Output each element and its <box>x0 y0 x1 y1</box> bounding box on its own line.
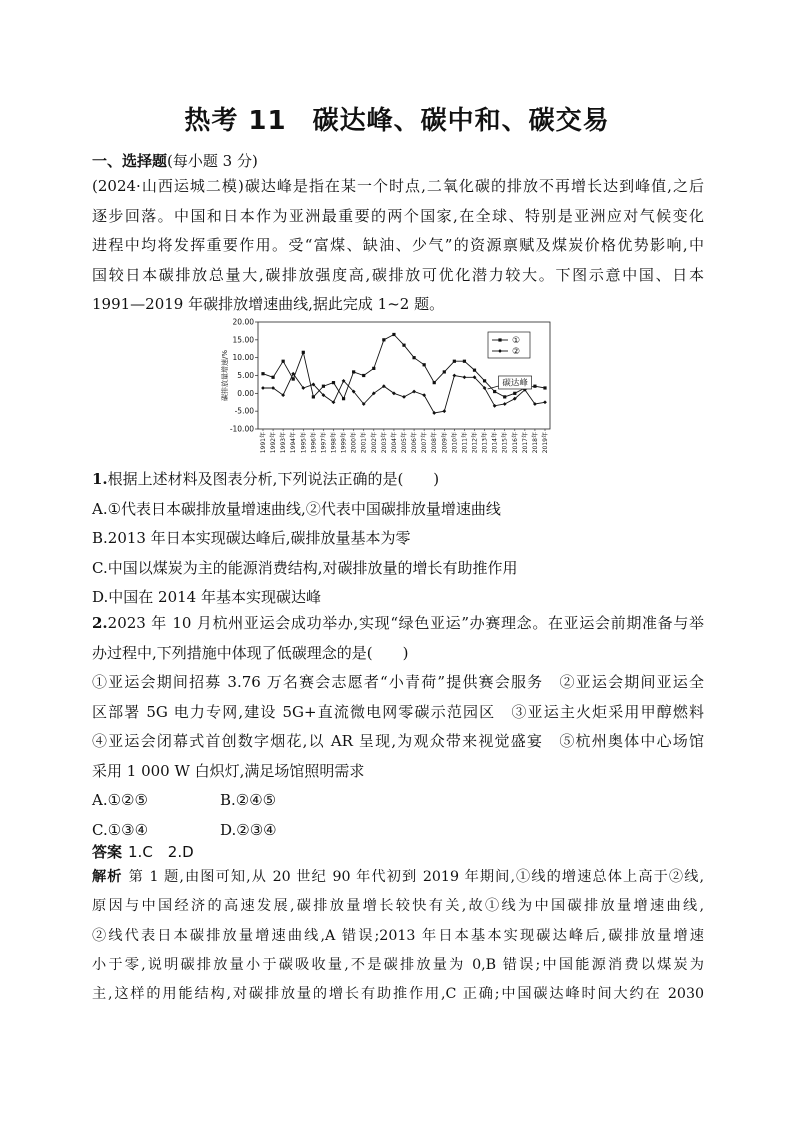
annotation-pointer <box>488 386 499 389</box>
series-1-point <box>402 344 405 347</box>
legend-label: ② <box>512 347 521 357</box>
question-2-option-a: A.①②⑤ <box>92 791 148 809</box>
x-tick-label: 2018年 <box>531 432 539 454</box>
y-tick-label: -5.00 <box>234 406 254 416</box>
question-2-option-c: C.①③④ <box>92 820 149 839</box>
question-2-line: ④亚运会闭幕式首创数字烟花,以 AR 呈现,为观众带来视觉盛宴 ⑤杭州奥体中心场馆 <box>92 732 704 750</box>
x-tick-label: 2007年 <box>421 432 429 454</box>
series-1-point <box>261 372 264 375</box>
question-2-line: 办过程中,下列措施中体现了低碳理念的是( ) <box>92 643 409 662</box>
series-2-point <box>442 409 446 413</box>
explanation-line: ②线代表日本碳排放量增速曲线,A 错误;2013 年日本基本实现碳达峰后,碳排放量增速 <box>92 927 704 944</box>
x-tick-label: 2014年 <box>491 432 499 454</box>
explanation-label: 解析 <box>92 869 123 885</box>
intro-line: 1991—2019 年碳排放增速曲线,据此完成 1~2 题。 <box>92 295 445 313</box>
x-tick-label: 1999年 <box>340 432 348 454</box>
series-1-point <box>392 333 395 336</box>
intro-line: 国较日本碳排放总量大,碳排放强度高,碳排放可优化潜力较大。下图示意中国、日本 <box>92 265 704 284</box>
question-1-number: 1. <box>92 470 108 488</box>
series-1-point <box>322 385 325 388</box>
series-2-point <box>543 400 547 404</box>
series-1-point <box>362 374 365 377</box>
series-1-point <box>342 397 345 400</box>
emission-growth-chart <box>221 312 558 464</box>
series-1-point <box>473 369 476 372</box>
x-tick-label: 1991年 <box>260 432 267 454</box>
legend-marker <box>498 338 501 341</box>
series-2-point <box>402 395 406 399</box>
series-2-point <box>503 402 507 406</box>
question-1 <box>92 465 704 613</box>
explanation-line: 小于零,说明碳排放量小于碳吸收量,不是碳排放量为 0,B 错误;中国能源消费以煤炭为 <box>92 956 704 973</box>
intro-line: 逐步回落。中国和日本作为亚洲最重要的两个国家,在全球、特别是亚洲应对气候变化 <box>92 206 704 225</box>
series-1-point <box>493 390 496 393</box>
x-tick-label: 1995年 <box>300 432 308 454</box>
section-heading <box>92 150 258 171</box>
explanation-line: 原因与中国经济的高速发展,碳排放量增长较快有关,故①线为中国碳排放量增速曲线, <box>92 898 704 915</box>
page-title <box>0 100 794 137</box>
series-2-point <box>432 411 436 415</box>
series-2-point <box>463 375 467 379</box>
y-tick-label: 10.00 <box>232 353 254 363</box>
section-label: 一、选择题 <box>92 152 168 170</box>
intro-passage <box>92 172 704 320</box>
x-tick-label: 1992年 <box>270 432 278 454</box>
series-1-point <box>282 360 285 363</box>
explanation-line <box>92 863 704 892</box>
y-tick-label: 20.00 <box>232 317 254 327</box>
x-tick-label: 2001年 <box>360 432 368 454</box>
series-1-point <box>463 360 466 363</box>
series-1-point <box>503 395 506 398</box>
series-1-point <box>543 386 546 389</box>
title-topic: 碳达峰、碳中和、碳交易 <box>312 106 610 136</box>
question-2-option-b: B.②④⑤ <box>220 791 277 809</box>
question-2-option-d: D.②③④ <box>220 820 277 839</box>
question-2-line: 区部署 5G 电力专网,建设 5G+直流微电网零碳示范园区 ③亚运主火炬采用甲醇燃料 <box>92 702 704 721</box>
question-1-stem <box>92 465 704 495</box>
question-2-number: 2. <box>92 614 108 632</box>
x-tick-label: 2019年 <box>542 432 549 454</box>
question-2 <box>92 609 704 845</box>
series-1-point <box>352 370 355 373</box>
series-1-point <box>423 363 426 366</box>
x-tick-label: 2015年 <box>501 432 509 454</box>
series-1-point <box>443 370 446 373</box>
x-tick-label: 2006年 <box>411 432 419 454</box>
series-2-point <box>452 374 456 378</box>
annotation-label: 碳达峰 <box>502 378 528 389</box>
question-2-options-row <box>92 786 704 816</box>
answer-label: 答案 <box>92 843 123 861</box>
x-tick-label: 2016年 <box>511 432 519 454</box>
question-1-option-a: A.①代表日本碳排放量增速曲线,②代表中国碳排放量增速曲线 <box>92 499 501 518</box>
series-1-point <box>292 377 295 380</box>
x-tick-label: 2000年 <box>350 432 358 454</box>
x-tick-label: 2003年 <box>380 432 388 454</box>
x-tick-label: 2010年 <box>451 432 459 454</box>
series-1-point <box>382 338 385 341</box>
series-2-point <box>422 393 426 397</box>
y-axis-label: 碳排放量增速/% <box>221 349 229 402</box>
legend-box <box>488 332 530 358</box>
question-1-option-c: C.中国以煤炭为主的能源消费结构,对碳排放量的增长有助推作用 <box>92 558 518 577</box>
question-1-text: 根据上述材料及图表分析,下列说法正确的是( ) <box>107 470 440 488</box>
series-1-point <box>332 381 335 384</box>
explanation <box>92 863 704 1009</box>
intro-line: 进程中均将发挥重要作用。受“富煤、缺油、少气”的资源禀赋及煤炭价格优势影响,中 <box>92 236 704 254</box>
question-1-option-d: D.中国在 2014 年基本实现碳达峰 <box>92 588 321 606</box>
series-1-point <box>302 351 305 354</box>
y-tick-label: 0.00 <box>237 388 254 398</box>
y-tick-label: 5.00 <box>237 371 254 380</box>
x-tick-label: 2012年 <box>471 432 479 454</box>
x-tick-label: 2004年 <box>390 432 398 454</box>
x-tick-label: 1993年 <box>280 432 288 454</box>
series-1-point <box>453 360 456 363</box>
series-1-point <box>412 356 415 359</box>
question-2-stem <box>92 609 704 639</box>
question-2-text: 2023 年 10 月杭州亚运会成功举办,实现“绿色亚运”办赛理念。在亚运会前期准备与举 <box>107 614 704 632</box>
x-tick-label: 2008年 <box>431 432 439 454</box>
title-number: 热考 11 <box>184 106 287 136</box>
x-tick-label: 2005年 <box>401 432 408 454</box>
intro-line: (2024·山西运城二模)碳达峰是指在某一个时点,二氧化碳的排放不再增长达到峰值,之后 <box>92 177 704 195</box>
series-1-point <box>372 367 375 370</box>
x-tick-label: 2009年 <box>441 432 449 454</box>
legend-label: ① <box>512 336 521 346</box>
question-2-line: ①亚运会期间招募 3.76 万名赛会志愿者“小青荷”提供赛会服务 ②亚运会期间亚运全 <box>92 673 704 691</box>
series-1-point <box>433 381 436 384</box>
series-2-point <box>493 404 497 408</box>
x-tick-label: 2002年 <box>370 432 378 454</box>
explanation-line: 主,这样的用能结构,对碳排放量的增长有助推作用,C 正确;中国碳达峰时间大约在 2030 <box>92 986 704 1003</box>
x-tick-label: 1994年 <box>290 432 298 454</box>
series-2-point <box>261 386 265 390</box>
y-tick-label: -10.00 <box>229 424 254 434</box>
series-2-point <box>412 390 416 394</box>
series-1-point <box>513 392 516 395</box>
series-1-point <box>312 395 315 398</box>
series-1-point <box>271 376 274 379</box>
x-tick-label: 2017年 <box>521 432 529 454</box>
question-2-line: 采用 1 000 W 白炽灯,满足场馆照明需求 <box>92 761 365 780</box>
x-tick-label: 1997年 <box>320 432 328 454</box>
x-tick-label: 1998年 <box>330 432 338 454</box>
x-tick-label: 2013年 <box>481 432 489 454</box>
question-1-option-b: B.2013 年日本实现碳达峰后,碳排放量基本为零 <box>92 529 411 547</box>
answer-text: 1.C 2.D <box>128 843 194 861</box>
y-tick-label: 15.00 <box>232 335 254 345</box>
explanation-text: 第 1 题,由图可知,从 20 世纪 90 年代初到 2019 年期间,①线的增速总体上高于②线, <box>128 869 704 885</box>
section-note: (每小题 3 分) <box>167 152 258 170</box>
series-1-point <box>483 379 486 382</box>
x-tick-label: 1996年 <box>310 432 318 454</box>
x-tick-label: 2011年 <box>461 432 469 454</box>
series-1-point <box>533 385 536 388</box>
